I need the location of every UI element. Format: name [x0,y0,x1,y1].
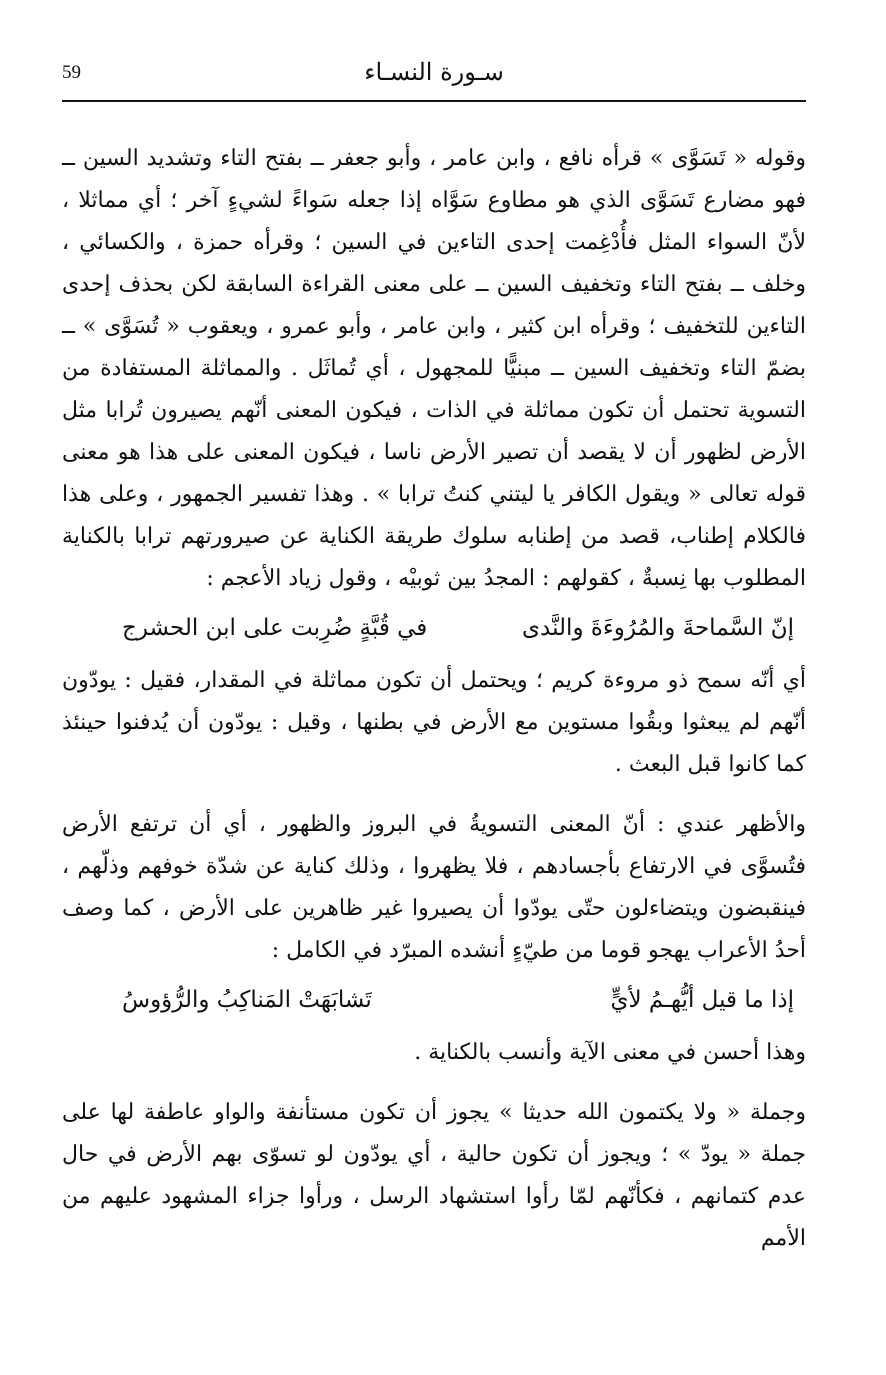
page-body [62,138,806,1260]
verse-1-second-hemistich: في قُبَّةٍ ضُرِبت على ابن الحشرج [122,615,428,641]
verse-2-second-hemistich: تَشابَهَتْ المَناكِبُ والرُّؤوسُ [122,987,372,1013]
paragraph-1: وقوله « تَسَوَّى » قرأه نافع ، وابن عامر ، وأبو جعفر ــ بفتح التاء وتشديد السين ــ فهو مضارع تَسَوَّى الذي هو مطاوع سَوَّاه إذا جعله سَواءً لشيءٍ آخر ؛ أي مماثلا ، لأنّ السواء المثل فأُدْغِمت إحدى التاءين في السين ؛ وقرأه حمزة ، والكسائي ، وخلف ــ بفتح التاء وتخفيف السين ــ على معنى القراءة السابقة لكن بحذف إحدى التاءين للتخفيف ؛ وقرأه ابن كثير ، وابن عامر ، وأبو عمرو ، ويعقوب « تُسَوَّى » ــ بضمّ التاء وتخفيف السين ــ مبنيًّا للمجهول ، أي تُماثَل . والمماثلة المستفادة من التسوية تحتمل أن تكون مماثلة في الذات ، فيكون المعنى أنّهم يصيرون تُرابا مثل الأرض لظهور أن لا يقصد أن تصير الأرض ناسا ، فيكون المعنى على هذا هو معنى قوله تعالى « ويقول الكافر يا ليتني كنتُ ترابا » . وهذا تفسير الجمهور ، وعلى هذا فالكلام إطناب، قصد من إطنابه سلوك طريقة الكناية عن صيرورتهم ترابا بالكناية المطلوب بها نِسبةٌ ، كقولهم : المجدُ بين ثوبيْه ، وقول زياد الأعجم : [62,146,807,591]
paragraph-4: وهذا أحسن في معنى الآية وأنسب بالكناية . [414,1040,806,1065]
paragraph-5: وجملة « ولا يكتمون الله حديثا » يجوز أن تكون مستأنفة والواو عاطفة لها على جملة « يودّ » ؛ ويجوز أن تكون حالية ، أي يودّون لو تسوّى بهم الأرض في حال عدم كتمانهم ، فكأنّهم لمّا رأوا استشهاد الرسل ، ورأوا جزاء المشهود عليهم من الأمم [62,1100,806,1251]
verse-1 [62,606,806,650]
header-rule [62,100,806,102]
running-title: سـورة النسـاء [364,58,504,86]
page-number: 59 [62,62,81,83]
verse-1-first-hemistich: إنّ السَّماحةَ والمُرُوءَةَ والنَّدى [522,615,794,641]
verse-2-first-hemistich: إذا ما قيل أيُّهـمُ لأيٍّ [610,987,794,1013]
verse-2 [62,978,806,1022]
paragraph-3: والأظهر عندي : أنّ المعنى التسويةُ في البروز والظهور ، أي أن ترتفع الأرض فتُسوَّى في الارتفاع بأجسادهم ، فلا يظهروا ، وذلك كناية عن شدّة خوفهم وذلّهم ، فينقبضون ويتضاءلون حتّى يودّوا أن يصيروا غير ظاهرين على الأرض ، كما وصف أحدُ الأعراب يهجو قوما من طيّءٍ أنشده المبرّد في الكامل : [62,812,806,963]
paragraph-2: أي أنّه سمح ذو مروءة كريم ؛ ويحتمل أن تكون مماثلة في المقدار، فقيل : يودّون أنّهم لم يبعثوا وبقُوا مستوين مع الأرض في بطنها ، وقيل : يودّون أن يُدفنوا حينئذ كما كانوا قبل البعث . [62,668,806,777]
page-header [62,58,806,94]
